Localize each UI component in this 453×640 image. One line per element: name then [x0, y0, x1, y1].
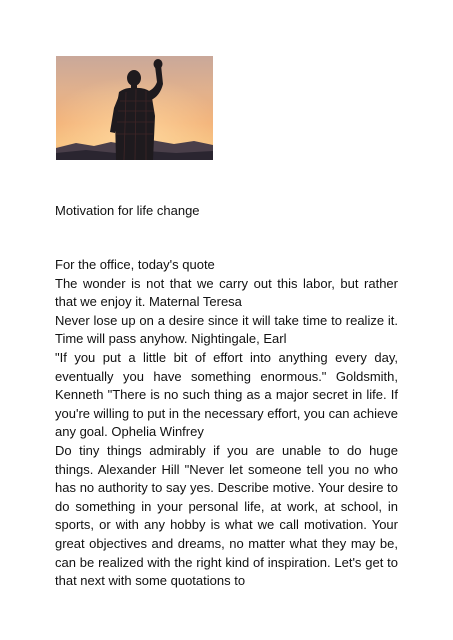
paragraph-quote-heading: For the office, today's quote — [55, 257, 215, 272]
hero-image — [56, 56, 213, 160]
raised-fist-silhouette-photo — [56, 56, 213, 160]
paragraph-quote-hill-motivation: Do tiny things admirably if you are unable to do huge things. Alexander Hill "Never let someone tell you no who has no authority to say yes. Describe motive. Your desire to do something in your personal life, at work, at school, in sports, or with any hobby is what we call motivation. Your great objectives and dreams, no matter what they may be, can be realized with the right kind of inspiration. Let's get to that next with some quotations to — [55, 442, 398, 589]
paragraph-quote-teresa: The wonder is not that we carry out this labor, but rather that we enjoy it. Maternal Teresa — [55, 275, 398, 310]
document-title: Motivation for life change — [55, 203, 200, 218]
document-body — [55, 256, 398, 591]
paragraph-quote-nightingale: Never lose up on a desire since it will take time to realize it. Time will pass anyhow. Nightingale, Earl — [55, 312, 398, 347]
paragraph-quote-goldsmith-winfrey: "If you put a little bit of effort into anything every day, eventually you have something enormous." Goldsmith, Kenneth "There is no such thing as a major secret in life. If you're willing to put in the necessary effort, you can achieve any goal. Ophelia Winfrey — [55, 349, 398, 440]
